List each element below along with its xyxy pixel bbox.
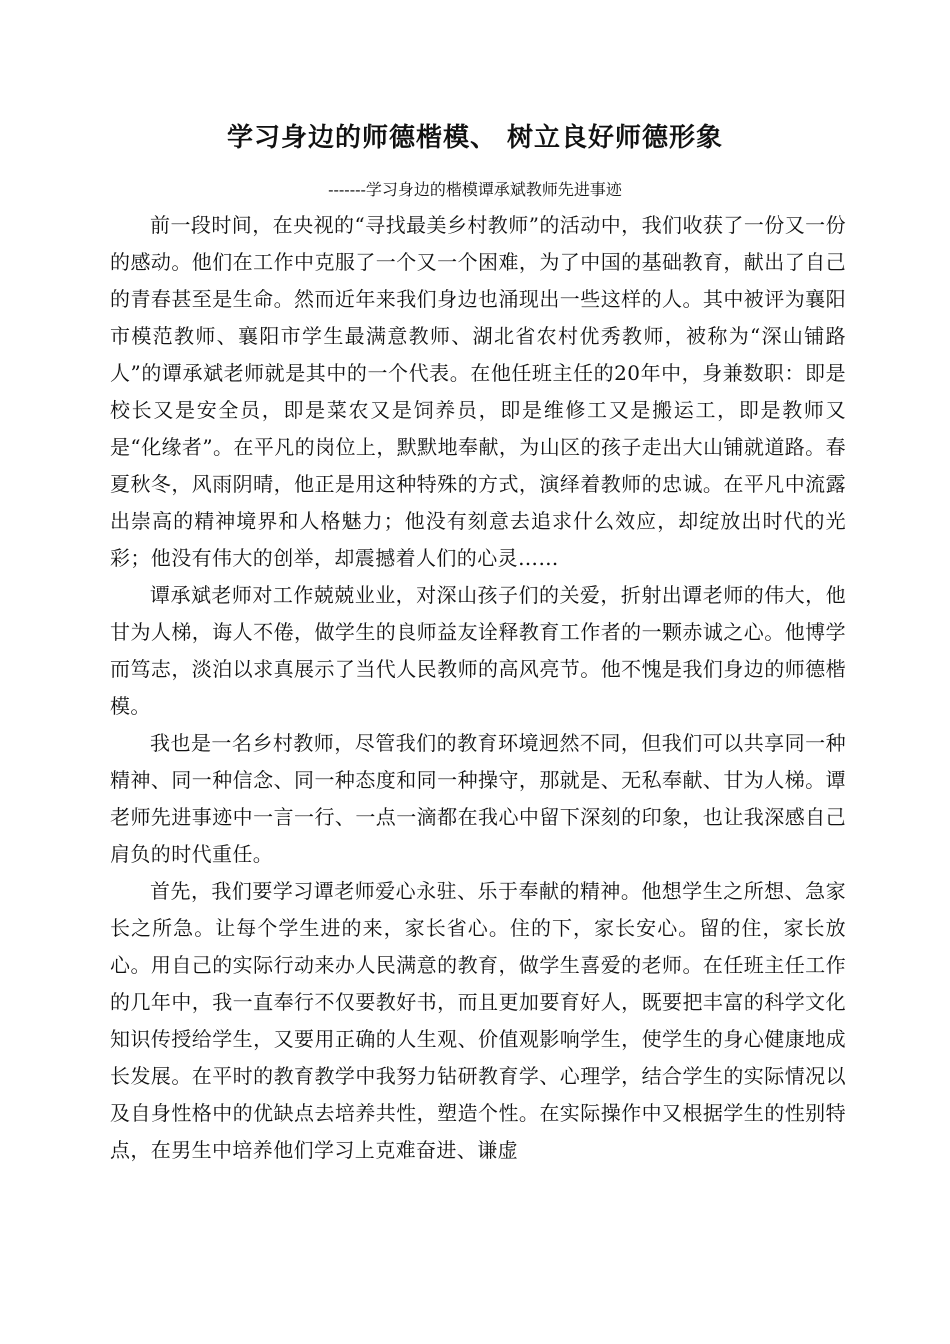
paragraph-1: 前一段时间，在央视的“寻找最美乡村教师”的活动中，我们收获了一份又一份的感动。他们在工作中克服了一个又一个困难，为了中国的基础教育，献出了自己的青春甚至是生命。然而近年来我们身边也涌现出一些这样的人。其中被评为襄阳市模范教师、襄阳市学生最满意教师、湖北省农村优秀教师，被称为“深山铺路人”的谭承斌老师就是其中的一个代表。在他任班主任的20年中，身兼数职：即是校长又是安全员，即是菜农又是饲养员，即是维修工又是搬运工，即是教师又是“化缘者”。在平凡的岗位上，默默地奉献，为山区的孩子走出大山铺就道路。春夏秋冬，风雨阴晴，他正是用这种特殊的方式，演绎着教师的忠诚。在平凡中流露出崇高的精神境界和人格魅力；他没有刻意去追求什么效应，却绽放出时代的光彩；他没有伟大的创举，却震撼着人们的心灵…… — [110, 213, 846, 570]
paragraph-2: 谭承斌老师对工作兢兢业业，对深山孩子们的关爱，折射出谭老师的伟大，他甘为人梯，诲人不倦，做学生的良师益友诠释教育工作者的一颗赤诚之心。他博学而笃志，淡泊以求真展示了当代人民教师的高风亮节。他不愧是我们身边的师德楷模。 — [110, 583, 846, 718]
document-title: 学习身边的师德楷模、 树立良好师德形象 — [226, 123, 724, 153]
document-body — [110, 207, 846, 1169]
document-subtitle: -------学习身边的楷模谭承斌教师先进事迹 — [328, 180, 622, 199]
paragraph-4: 首先，我们要学习谭老师爱心永驻、乐于奉献的精神。他想学生之所想、急家长之所急。让每个学生进的来，家长省心。住的下，家长安心。留的住，家长放心。用自己的实际行动来办人民满意的教育，做学生喜爱的老师。在任班主任工作的几年中，我一直奉行不仅要教好书，而且更加要育好人，既要把丰富的科学文化知识传授给学生，又要用正确的人生观、价值观影响学生，使学生的身心健康地成长发展。在平时的教育教学中我努力钻研教育学、心理学，结合学生的实际情况以及自身性格中的优缺点去培养共性，塑造个性。在实际操作中又根据学生的性别特点，在男生中培养他们学习上克难奋进、谦虚 — [110, 879, 846, 1162]
paragraph-3: 我也是一名乡村教师，尽管我们的教育环境迥然不同，但我们可以共享同一种精神、同一种信念、同一种态度和同一种操守，那就是、无私奉献、甘为人梯。谭老师先进事迹中一言一行、一点一滴都在我心中留下深刻的印象，也让我深感自己肩负的时代重任。 — [110, 731, 846, 866]
